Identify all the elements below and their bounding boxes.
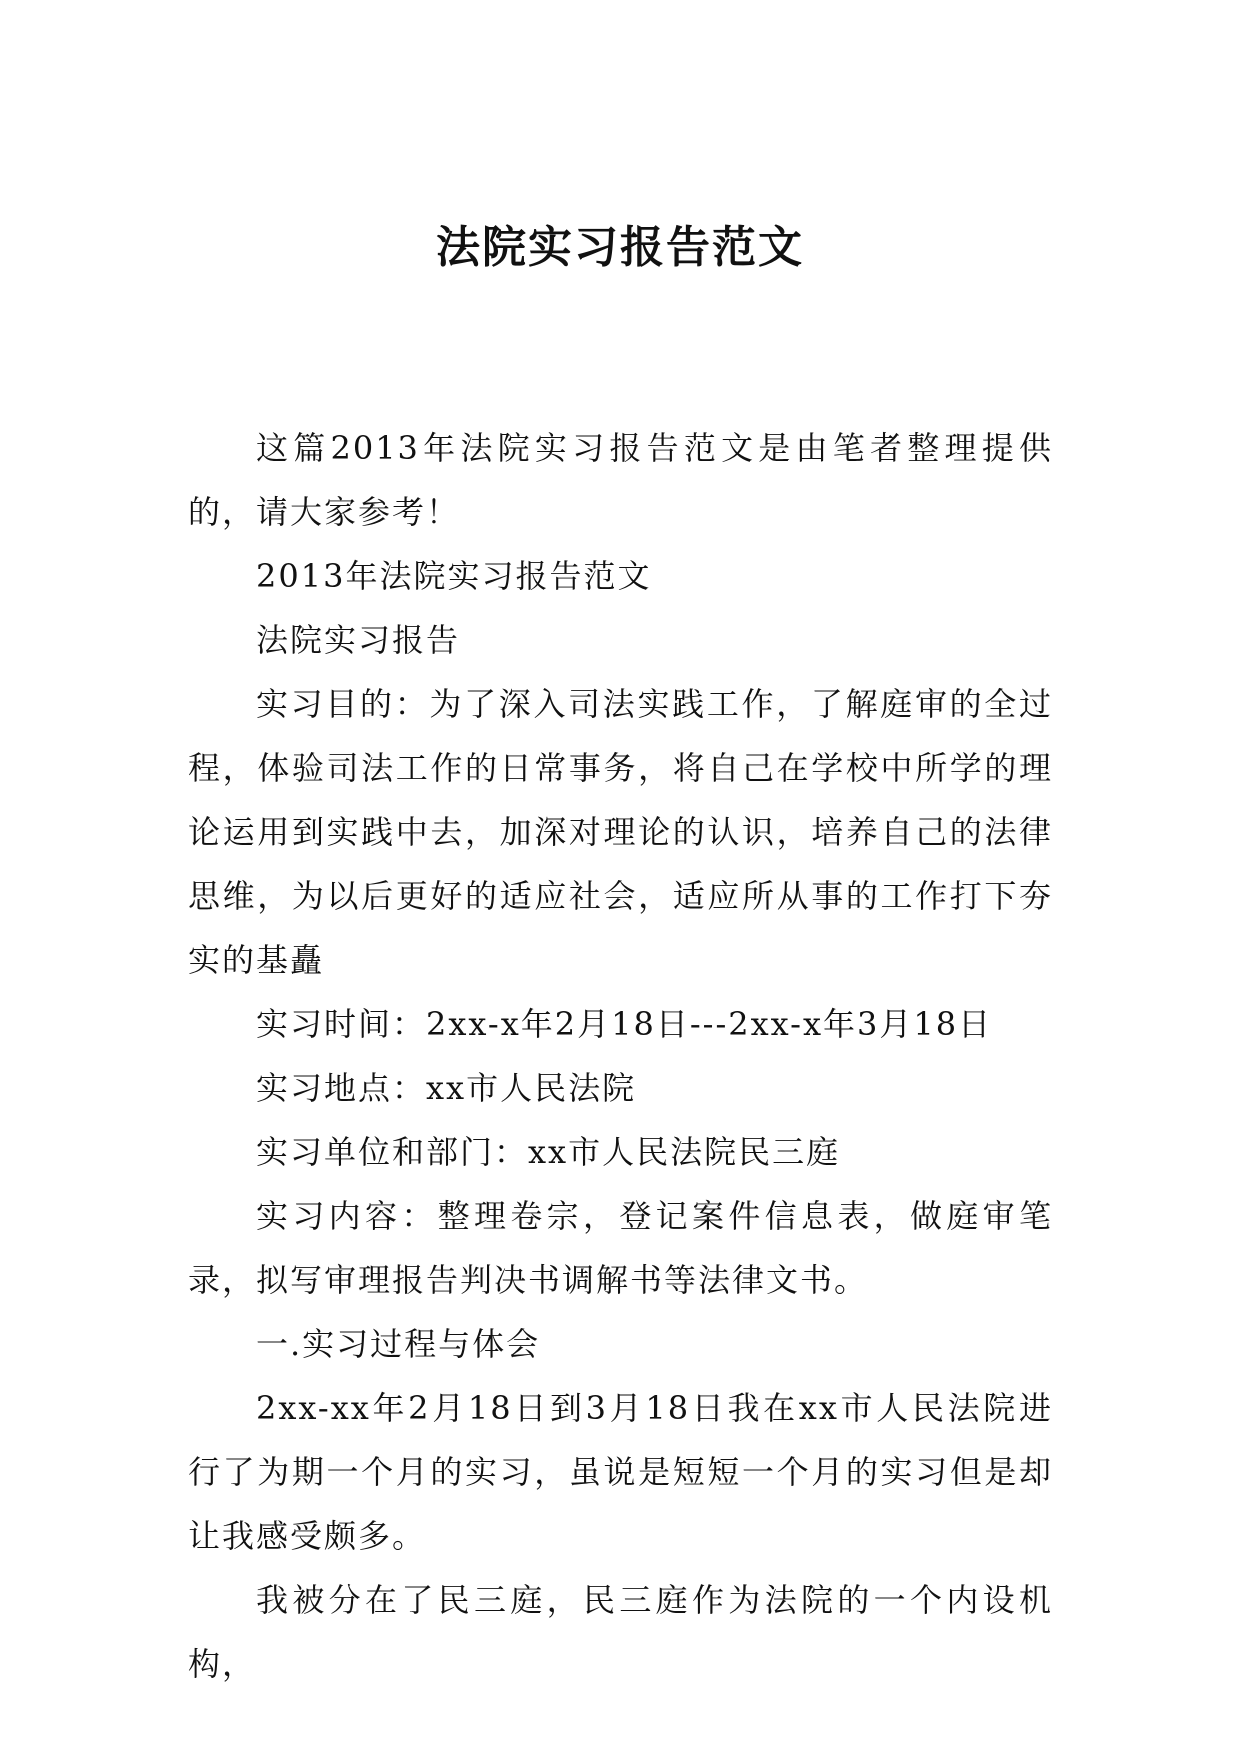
paragraph-intro: 这篇2013年法院实习报告范文是由笔者整理提供的，请大家参考！ (188, 429, 1053, 531)
paragraph-location: 实习地点：xx市人民法院 (256, 1069, 637, 1107)
paragraph-unit: 实习单位和部门：xx市人民法院民三庭 (256, 1133, 841, 1171)
paragraph-experience: 2xx-xx年2月18日到3月18日我在xx市人民法院进行了为期一个月的实习，虽说是短短一个月的实习但是却让我感受颇多。 (188, 1389, 1053, 1555)
paragraph-subtitle: 2013年法院实习报告范文 (256, 557, 652, 595)
document-body (188, 416, 1053, 1696)
paragraph-section-heading: 一.实习过程与体会 (256, 1325, 541, 1363)
paragraph-department: 我被分在了民三庭，民三庭作为法院的一个内设机构， (188, 1581, 1053, 1683)
paragraph-content: 实习内容：整理卷宗，登记案件信息表，做庭审笔录，拟写审理报告判决书调解书等法律文书。 (188, 1197, 1053, 1299)
paragraph-report-heading: 法院实习报告 (256, 621, 461, 659)
paragraph-purpose: 实习目的：为了深入司法实践工作，了解庭审的全过程，体验司法工作的日常事务，将自己在学校中所学的理论运用到实践中去，加深对理论的认识，培养自己的法律思维，为以后更好的适应社会，适应所从事的工作打下夯实的基矗 (188, 685, 1053, 979)
paragraph-time: 实习时间：2xx-x年2月18日---2xx-x年3月18日 (256, 1005, 993, 1043)
document-title: 法院实习报告范文 (436, 222, 804, 273)
